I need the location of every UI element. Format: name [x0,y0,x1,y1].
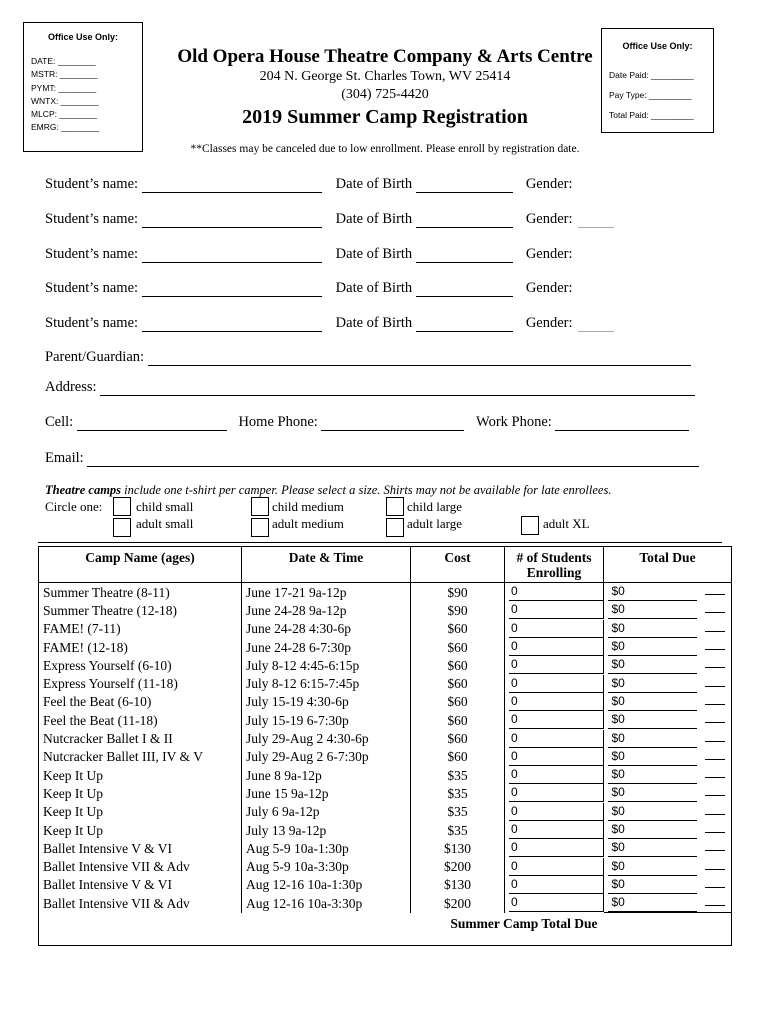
students-count-field[interactable]: 0 [509,748,604,766]
office-use-line: WNTX: ________ [31,95,99,106]
table-row [39,601,732,619]
camp-name: Nutcracker Ballet III, IV & V [39,748,242,766]
row-total: $0 [608,784,697,802]
office-use-line: PYMT: ________ [31,82,97,93]
total-due-label: Summer Camp Total Due [450,915,598,931]
parent-field[interactable] [148,352,691,366]
table-row [39,857,732,875]
table-row [39,876,732,894]
row-total: $0 [608,638,697,656]
table-row [39,839,732,857]
table-row [39,729,732,747]
camp-name: Express Yourself (11-18) [39,674,242,692]
col-header-camp: Camp Name (ages) [39,547,242,583]
work-phone-field[interactable] [555,417,689,431]
camp-name: Nutcracker Ballet I & II [39,729,242,747]
student-name-field[interactable] [142,249,322,263]
table-row [39,766,732,784]
students-count-field[interactable]: 0 [509,638,604,656]
circle-one-label: Circle one: [45,499,103,514]
gender-field[interactable] [578,249,614,263]
row-total: $0 [608,583,697,601]
student-row [45,246,614,263]
row-total-tail [705,704,725,705]
student-row [45,280,614,297]
dob-label: Date of Birth [335,246,413,262]
email-field[interactable] [87,453,699,467]
gender-label: Gender: [525,315,573,331]
camp-date: Aug 5-9 10a-1:30p [242,839,411,857]
row-total: $0 [608,803,697,821]
col-header-date: Date & Time [242,547,411,583]
students-count-field[interactable]: 0 [509,620,604,638]
camp-name: Keep It Up [39,803,242,821]
shirt-adult-large: adult large [407,516,462,531]
table-row [39,583,732,602]
student-name-field[interactable] [142,283,322,297]
camp-date: July 15-19 6-7:30p [242,711,411,729]
row-total-tail [705,594,725,595]
row-total: $0 [608,821,697,839]
students-count-field[interactable]: 0 [509,784,604,802]
col-header-cost: Cost [411,547,505,583]
office-use-line: Date Paid: _________ [609,70,694,80]
row-total: $0 [608,730,697,748]
student-name-field[interactable] [142,214,322,228]
students-count-field[interactable]: 0 [509,803,604,821]
camp-name: FAME! (7-11) [39,620,242,638]
cell-label: Cell: [45,414,74,430]
students-count-field[interactable]: 0 [509,601,604,619]
home-phone-label: Home Phone: [238,414,318,430]
row-total-tail [705,722,725,723]
row-total-tail [705,869,725,870]
students-count-field[interactable]: 0 [509,693,604,711]
shirt-note-text: include one t-shirt per camper. Please select a size. Shirts may not be available for late enrollees. [121,483,612,497]
gender-label: Gender: [525,246,573,262]
camp-date: Aug 12-16 10a-3:30p [242,894,411,913]
row-total: $0 [608,620,697,638]
dob-label: Date of Birth [335,211,413,227]
row-total-tail [705,759,725,760]
row-total-tail [705,795,725,796]
shirt-checkbox-large[interactable] [386,497,404,516]
table-row [39,711,732,729]
row-total-tail [705,887,725,888]
office-use-title: Office Use Only: [622,41,693,51]
row-total-tail [705,741,725,742]
row-total: $0 [608,876,697,894]
camp-date: July 8-12 6:15-7:45p [242,674,411,692]
office-use-line: DATE: ________ [31,56,96,66]
camp-name: Feel the Beat (11-18) [39,711,242,729]
camp-cost: $35 [411,803,505,821]
students-count-field[interactable]: 0 [509,821,604,839]
camp-cost: $200 [411,857,505,875]
dob-field[interactable] [416,179,513,193]
address-row [45,379,695,396]
row-total: $0 [608,858,697,876]
gender-field[interactable] [578,318,614,332]
student-name-label: Student’s name: [45,176,139,192]
camp-name: FAME! (12-18) [39,638,242,656]
camp-name: Ballet Intensive V & VI [39,876,242,894]
camp-cost: $60 [411,711,505,729]
camp-cost: $130 [411,839,505,857]
col-header-total: Total Due [604,547,732,583]
camp-cost: $200 [411,894,505,913]
student-name-field[interactable] [142,318,322,332]
camp-table [38,546,732,946]
table-row [39,638,732,656]
org-name: Old Opera House Theatre Company & Arts Centre [177,46,593,67]
table-footer-row [39,913,732,946]
camp-cost: $35 [411,784,505,802]
camp-date: June 24-28 6-7:30p [242,638,411,656]
shirt-adult-small: adult small [136,516,194,531]
students-count-field[interactable]: 0 [509,894,604,912]
camp-name: Keep It Up [39,821,242,839]
dob-field[interactable] [416,283,513,297]
camp-date: June 24-28 9a-12p [242,601,411,619]
row-total-tail [705,667,725,668]
address-label: Address: [45,379,97,395]
shirt-note-bold: Theatre camps [45,483,122,497]
shirt-adult-medium: adult medium [272,516,344,531]
shirt-child-large: child large [407,499,462,514]
camp-date: July 29-Aug 2 4:30-6p [242,729,411,747]
gender-label: Gender: [525,176,573,192]
camp-date: July 15-19 4:30-6p [242,693,411,711]
students-count-field[interactable]: 0 [509,656,604,674]
row-total-tail [705,686,725,687]
camp-date: July 6 9a-12p [242,803,411,821]
row-total-tail [705,631,725,632]
office-use-line: EMRG: ________ [31,122,100,133]
shirt-checkbox-medium[interactable] [251,497,269,516]
row-total: $0 [608,693,697,711]
gender-label: Gender: [525,211,573,227]
camp-cost: $60 [411,620,505,638]
shirt-note [45,483,611,498]
row-total: $0 [608,839,697,857]
row-total: $0 [608,656,697,674]
student-name-label: Student’s name: [45,246,139,262]
camp-date: June 15 9a-12p [242,784,411,802]
camp-name: Ballet Intensive VII & Adv [39,857,242,875]
dob-label: Date of Birth [335,315,413,331]
camp-cost: $35 [411,821,505,839]
row-total: $0 [608,766,697,784]
table-row [39,620,732,638]
camp-date: July 29-Aug 2 6-7:30p [242,748,411,766]
camp-name: Ballet Intensive V & VI [39,839,242,857]
camp-cost: $60 [411,693,505,711]
camp-cost: $90 [411,601,505,619]
students-count-field[interactable]: 0 [509,858,604,876]
camp-name: Keep It Up [39,766,242,784]
student-name-label: Student’s name: [45,315,139,331]
students-count-field[interactable]: 0 [509,583,604,601]
student-row [45,211,614,228]
org-phone: (304) 725-4420 [341,87,429,102]
camp-table-body [39,583,732,913]
gender-field[interactable] [578,283,614,297]
camp-cost: $60 [411,656,505,674]
table-row [39,821,732,839]
shirt-checkbox-large-adult[interactable] [386,518,404,537]
camp-cost: $60 [411,674,505,692]
row-total: $0 [608,711,697,729]
camp-cost: $35 [411,766,505,784]
grand-total-cell [604,913,732,946]
camp-name: Summer Theatre (12-18) [39,601,242,619]
row-total-tail [705,777,725,778]
student-name-label: Student’s name: [45,211,139,227]
cell-field[interactable] [77,417,227,431]
shirt-child-small: child small [136,499,194,514]
student-name-label: Student’s name: [45,280,139,296]
row-total-tail [705,832,725,833]
students-count-field[interactable]: 0 [509,839,604,857]
camp-date: July 8-12 4:45-6:15p [242,656,411,674]
email-label: Email: [45,450,84,466]
camp-cost: $130 [411,876,505,894]
row-total: $0 [608,675,697,693]
dob-field[interactable] [416,249,513,263]
gender-field[interactable] [578,214,614,228]
shirt-checkbox-small[interactable] [113,497,131,516]
office-use-lines [31,55,142,135]
dob-label: Date of Birth [335,176,413,192]
camp-date: July 13 9a-12p [242,821,411,839]
address-field[interactable] [100,382,695,396]
row-total: $0 [608,748,697,766]
table-row [39,748,732,766]
camp-name: Keep It Up [39,784,242,802]
gender-label: Gender: [525,280,573,296]
students-count-field[interactable]: 0 [509,711,604,729]
camp-date: June 17-21 9a-12p [242,583,411,602]
students-count-field[interactable]: 0 [509,876,604,894]
parent-label: Parent/Guardian: [45,349,145,365]
divider [38,542,722,543]
page-title: 2019 Summer Camp Registration [242,106,528,128]
dob-field[interactable] [416,214,513,228]
office-use-line: MLCP: ________ [31,109,98,120]
camp-cost: $60 [411,748,505,766]
shirt-adult-xl: adult XL [543,516,590,531]
table-header-row [39,547,732,583]
camp-cost: $90 [411,583,505,602]
dob-field[interactable] [416,318,513,332]
row-total-tail [705,649,725,650]
row-total: $0 [608,601,697,619]
camp-name: Express Yourself (6-10) [39,656,242,674]
camp-cost: $60 [411,638,505,656]
camp-date: June 24-28 4:30-6p [242,620,411,638]
table-row [39,784,732,802]
row-total-tail [705,905,725,906]
student-row [45,315,614,332]
row-total: $0 [608,894,697,912]
office-use-title: Office Use Only: [47,32,119,42]
students-count-field[interactable]: 0 [509,766,604,784]
org-address: 204 N. George St. Charles Town, WV 25414 [259,69,511,84]
gender-field[interactable] [578,179,614,193]
row-total-tail [705,850,725,851]
camp-name: Summer Theatre (8-11) [39,583,242,602]
students-count-field[interactable]: 0 [509,675,604,693]
shirt-checkbox-xl[interactable] [521,516,539,535]
table-row [39,656,732,674]
row-total-tail [705,612,725,613]
col-header-students: # of Students Enrolling [505,547,604,583]
students-count-field[interactable]: 0 [509,730,604,748]
student-name-field[interactable] [142,179,322,193]
row-total-tail [705,814,725,815]
phone-row [45,414,689,431]
parent-row [45,349,691,366]
camp-date: June 8 9a-12p [242,766,411,784]
student-row [45,176,614,193]
work-phone-label: Work Phone: [476,414,552,430]
email-row [45,450,699,467]
camp-name: Feel the Beat (6-10) [39,693,242,711]
camp-name: Ballet Intensive VII & Adv [39,894,242,913]
office-use-lines [609,65,713,125]
table-row [39,674,732,692]
camp-cost: $60 [411,729,505,747]
office-use-line: Total Paid: _________ [609,110,694,120]
camp-date: Aug 12-16 10a-1:30p [242,876,411,894]
shirt-checkbox-medium-adult[interactable] [251,518,269,537]
office-use-box-left [23,22,143,152]
camp-date: Aug 5-9 10a-3:30p [242,857,411,875]
table-row [39,693,732,711]
office-use-line: Pay Type: _________ [609,90,692,100]
dob-label: Date of Birth [335,280,413,296]
enrollment-note: **Classes may be canceled due to low enrollment. Please enroll by registration date. [190,143,580,155]
office-use-line: MSTR: ________ [31,69,98,80]
table-row [39,894,732,913]
home-phone-field[interactable] [321,417,464,431]
shirt-checkbox-small-adult[interactable] [113,518,131,537]
table-row [39,803,732,821]
shirt-child-medium: child medium [272,499,344,514]
